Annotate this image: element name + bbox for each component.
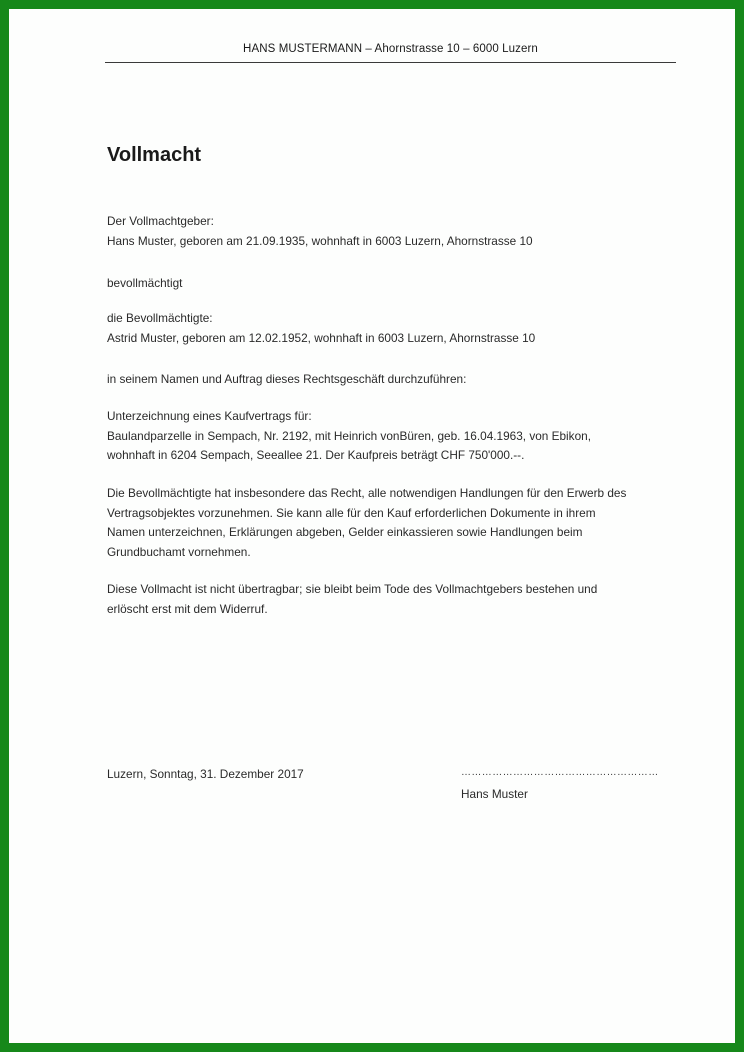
transaction-line: wohnhaft in 6204 Sempach, Seeallee 21. Der Kaufpreis beträgt CHF 750'000.--. bbox=[107, 448, 525, 462]
grantee-label: die Bevollmächtigte: bbox=[107, 311, 213, 325]
validity-line: Diese Vollmacht ist nicht übertragbar; sie bleibt beim Tode des Vollmachtgebers bestehen und bbox=[107, 582, 598, 596]
grantee-section bbox=[107, 309, 535, 348]
grantor-section bbox=[107, 212, 533, 251]
transaction-line: Unterzeichnung eines Kaufvertrags für: bbox=[107, 409, 312, 423]
grantor-details: Hans Muster, geboren am 21.09.1935, wohnhaft in 6003 Luzern, Ahornstrasse 10 bbox=[107, 233, 533, 248]
validity-line: erlöscht erst mit dem Widerruf. bbox=[107, 601, 268, 616]
grantee-details: Astrid Muster, geboren am 12.02.1952, wohnhaft in 6003 Luzern, Ahornstrasse 10 bbox=[107, 330, 536, 345]
mandate-text: in seinem Namen und Auftrag dieses Rechtsgeschäft durchzuführen: bbox=[107, 372, 467, 386]
transaction-line: Baulandparzelle in Sempach, Nr. 2192, mit Heinrich vonBüren, geb. 16.04.1963, von Ebikon, bbox=[107, 428, 591, 443]
signatory-name: Hans Muster bbox=[461, 787, 528, 801]
authorizes-text: bevollmächtigt bbox=[107, 276, 183, 290]
mandate-section bbox=[107, 370, 466, 390]
powers-line: Die Bevollmächtigte hat insbesondere das Recht, alle notwendigen Handlungen für den Erwerb des bbox=[107, 486, 627, 500]
powers-section bbox=[107, 484, 626, 562]
powers-line: Namen unterzeichnen, Erklärungen abgeben, Gelder einkassieren sowie Handlungen beim bbox=[107, 525, 583, 539]
letterhead: HANS MUSTERMANN – Ahornstrasse 10 – 6000 Luzern bbox=[243, 43, 538, 55]
transaction-section bbox=[107, 407, 591, 466]
powers-line: Vertragsobjektes vorzunehmen. Sie kann alle für den Kauf erforderlichen Dokumente in ihrem bbox=[107, 505, 596, 520]
document-title: Vollmacht bbox=[107, 144, 202, 166]
powers-line: Grundbuchamt vornehmen. bbox=[107, 544, 251, 559]
place-and-date: Luzern, Sonntag, 31. Dezember 2017 bbox=[107, 767, 304, 781]
grantor-label: Der Vollmachtgeber: bbox=[107, 214, 214, 228]
letterhead-divider bbox=[105, 62, 676, 63]
authorizes-section bbox=[107, 274, 182, 294]
document-page bbox=[9, 9, 735, 1043]
validity-section bbox=[107, 580, 597, 619]
signature-line: ………………………………………………… bbox=[461, 767, 659, 778]
